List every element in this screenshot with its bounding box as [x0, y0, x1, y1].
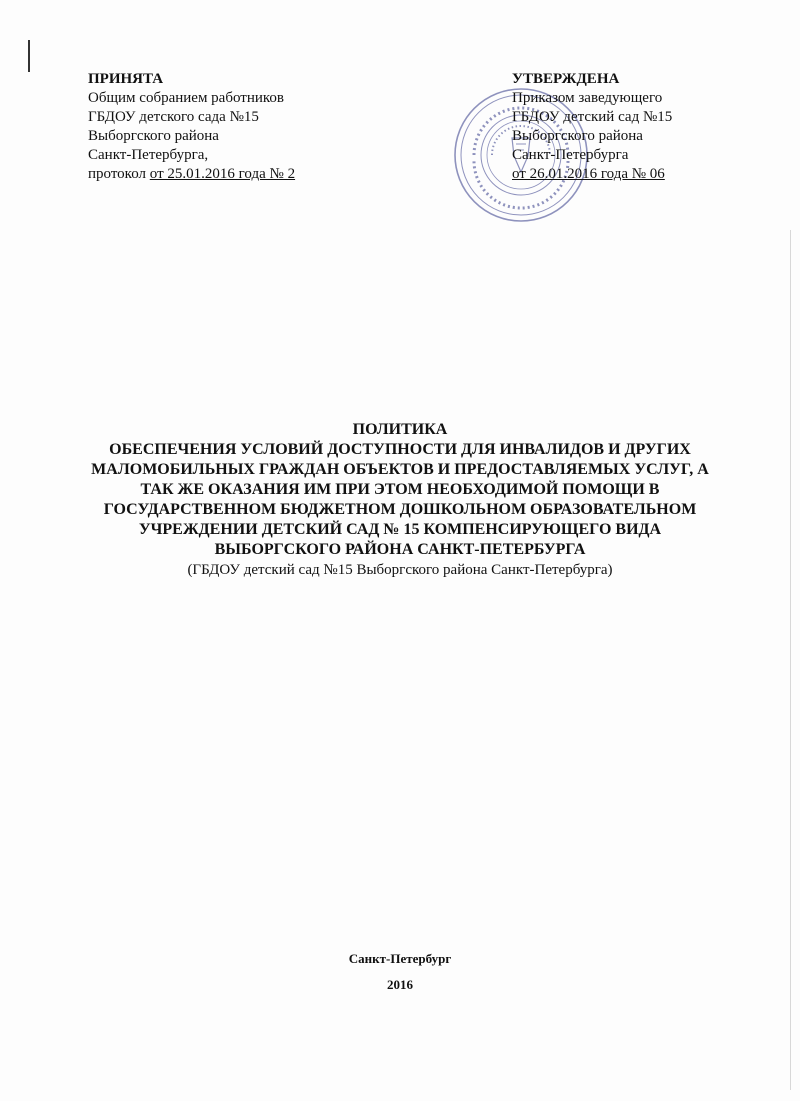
accepted-protocol — [88, 165, 378, 184]
title-subtitle: (ГБДОУ детский сад №15 Выборгского района Санкт-Петербурга) — [187, 562, 613, 578]
document-footer — [300, 946, 500, 998]
title-line: ОБЕСПЕЧЕНИЯ УСЛОВИЙ ДОСТУПНОСТИ ДЛЯ ИНВАЛИДОВ И ДРУГИХ — [109, 441, 691, 458]
protocol-prefix: протокол — [88, 166, 150, 182]
scan-artifact-mark — [28, 40, 30, 72]
approved-line: Выборгского района — [512, 128, 643, 144]
approved-order-date: от 26.01.2016 года № 06 — [512, 166, 665, 182]
accepted-header: ПРИНЯТА — [88, 71, 164, 87]
title-line: МАЛОМОБИЛЬНЫХ ГРАЖДАН ОБЪЕКТОВ И ПРЕДОСТАВЛЯЕМЫХ УСЛУГ, А — [91, 461, 709, 478]
title-line: ГОСУДАРСТВЕННОМ БЮДЖЕТНОМ ДОШКОЛЬНОМ ОБРАЗОВАТЕЛЬНОМ — [103, 501, 697, 518]
title-line: ПОЛИТИКА — [352, 421, 448, 438]
accepted-line: ГБДОУ детского сада №15 — [88, 109, 259, 125]
accepted-line: Выборгского района — [88, 128, 219, 144]
footer-city: Санкт-Петербург — [348, 951, 452, 966]
document-title — [80, 420, 720, 580]
title-line: ТАК ЖЕ ОКАЗАНИЯ ИМ ПРИ ЭТОМ НЕОБХОДИМОЙ ПОМОЩИ В — [140, 481, 660, 498]
protocol-date: от 25.01.2016 года № 2 — [149, 166, 296, 182]
accepted-line: Общим собранием работников — [88, 90, 284, 106]
approved-header: УТВЕРЖДЕНА — [512, 71, 620, 87]
title-line: УЧРЕЖДЕНИИ ДЕТСКИЙ САД № 15 КОМПЕНСИРУЮЩЕГО ВИДА — [138, 521, 662, 538]
title-line: ВЫБОРГСКОГО РАЙОНА САНКТ-ПЕТЕРБУРГА — [214, 541, 586, 558]
accepted-line: Санкт-Петербурга, — [88, 147, 209, 163]
approved-line: ГБДОУ детский сад №15 — [512, 109, 673, 125]
approval-approved-block — [512, 70, 762, 184]
scan-edge-line — [790, 230, 791, 1090]
approval-accepted-block — [88, 70, 378, 184]
approved-line: Санкт-Петербурга — [512, 147, 629, 163]
footer-year: 2016 — [387, 977, 413, 992]
approved-line: Приказом заведующего — [512, 90, 663, 106]
